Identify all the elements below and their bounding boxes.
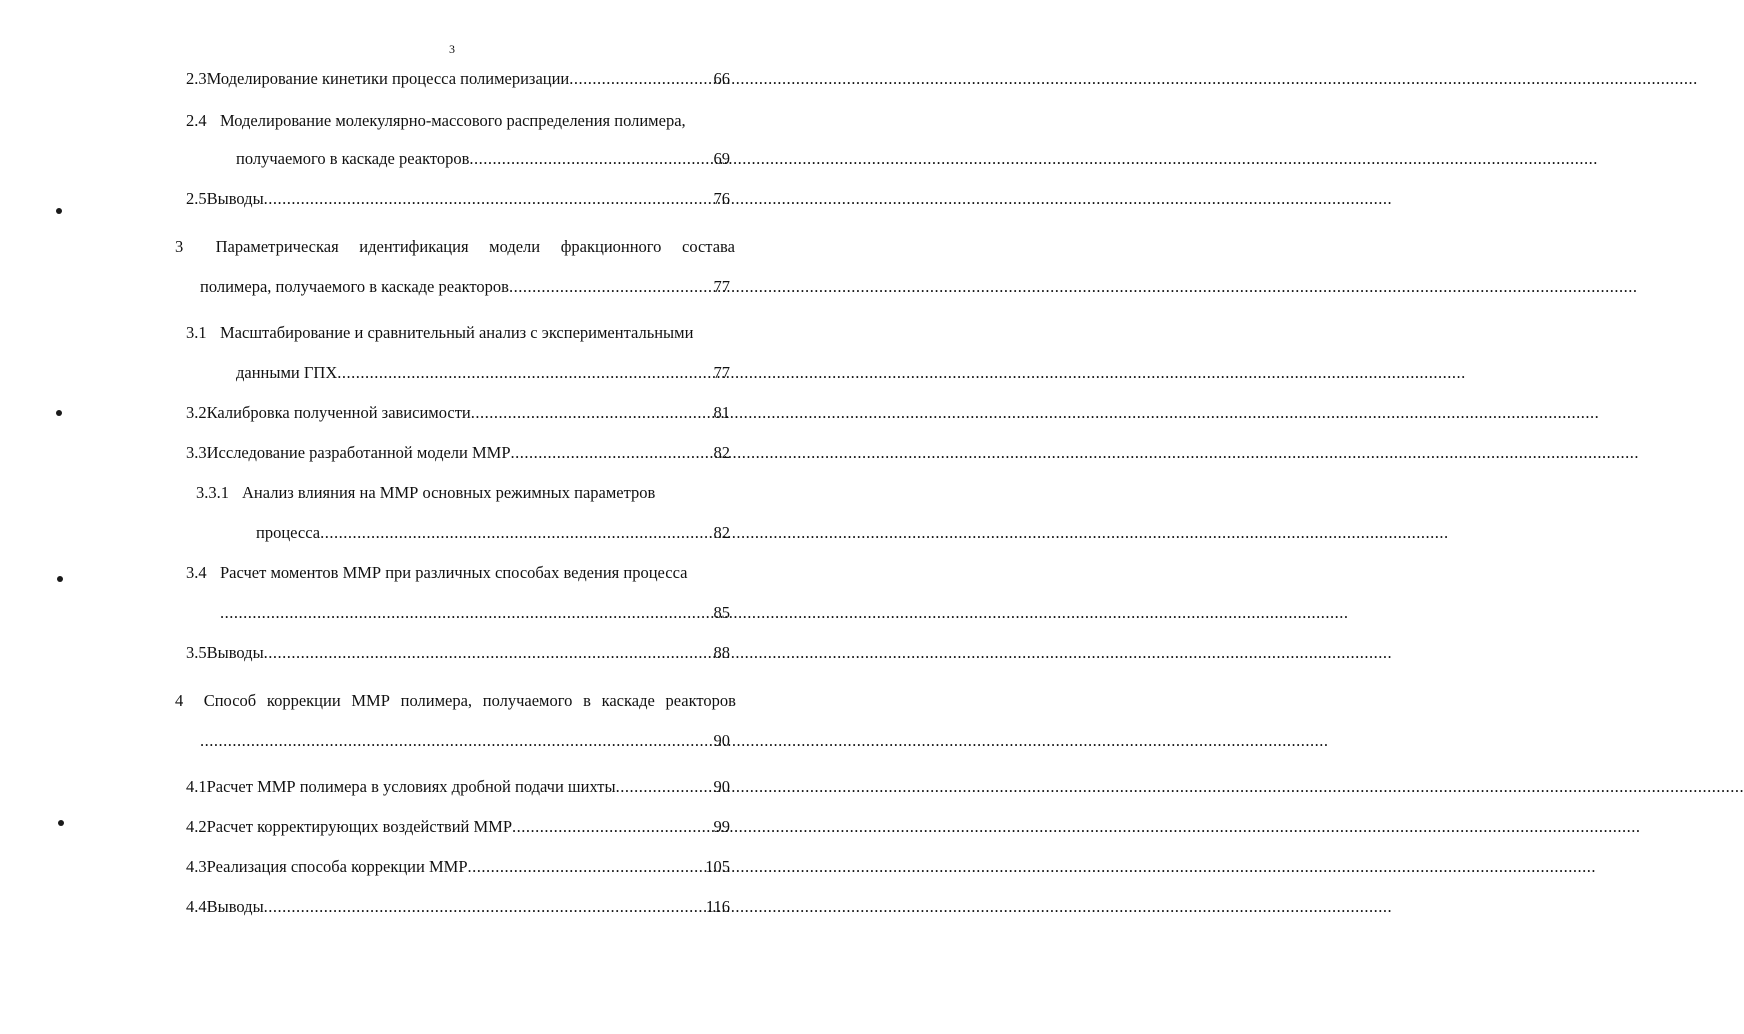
toc-entry-title: Выводы: [206, 189, 264, 208]
toc-leader-dots: [509, 276, 712, 298]
toc-entry-number: 2.4: [186, 111, 207, 130]
toc-entry-title-word: коррекции: [266, 691, 341, 710]
toc-entry-number: 3.2: [186, 403, 207, 422]
toc-entry-4-3[interactable]: [186, 856, 730, 878]
toc-leader-dots: [220, 602, 712, 624]
toc-entry-3-4-line1[interactable]: [186, 562, 687, 584]
toc-entry-3-3-1-line1[interactable]: [196, 482, 655, 504]
toc-entry-number: 4.4: [186, 897, 207, 916]
toc-entry-3-1-line1[interactable]: [186, 322, 693, 344]
toc-entry-page: 77: [713, 363, 730, 382]
toc-entry-title-word: полимера,: [400, 691, 473, 710]
toc-entry-page: 82: [713, 443, 730, 462]
toc-leader-dots: [469, 148, 711, 170]
toc-entry-title: Выводы: [206, 897, 264, 916]
toc-leader-dots: [512, 816, 711, 838]
toc-entry-page: 85: [713, 603, 730, 622]
toc-entry-title: Расчет ММР полимера в условиях дробной подачи шихты: [206, 777, 616, 796]
toc-entry-title: Исследование разработанной модели ММР: [206, 443, 511, 462]
binding-hole-mark: [57, 576, 63, 582]
toc-leader-dots: [511, 442, 712, 464]
toc-entry-4-2[interactable]: [186, 816, 730, 838]
toc-entry-2-4-line1[interactable]: [186, 110, 686, 132]
toc-leader-dots: [468, 856, 704, 878]
toc-entry-title: полимера, получаемого в каскаде реакторов: [200, 277, 509, 296]
toc-entry-number: 2.5: [186, 189, 207, 208]
toc-entry-title-word: Параметрическая: [215, 237, 339, 256]
toc-leader-dots: [200, 730, 712, 752]
toc-entry-page: 90: [713, 777, 730, 796]
toc-leader-dots: [264, 896, 704, 918]
toc-entry-page: 81: [713, 403, 730, 422]
toc-entry-number: 3.1: [186, 323, 207, 342]
toc-entry-3-5[interactable]: [186, 642, 730, 664]
toc-entry-title: процесса: [256, 523, 321, 542]
toc-leader-dots: [569, 68, 711, 90]
binding-hole-mark: [56, 208, 62, 214]
toc-leader-dots: [471, 402, 712, 424]
toc-entry-title: получаемого в каскаде реакторов: [236, 149, 470, 168]
toc-entry-title: Моделирование молекулярно-массового распределения полимера,: [220, 111, 686, 130]
toc-entry-title-word: в: [583, 691, 591, 710]
toc-entry-title-word: модели: [489, 237, 541, 256]
toc-entry-number: 3.5: [186, 643, 207, 662]
toc-entry-title-word: состава: [682, 237, 735, 256]
toc-entry-3-2[interactable]: [186, 402, 730, 424]
toc-entry-2-5[interactable]: [186, 188, 730, 210]
toc-entry-4-1[interactable]: [186, 776, 730, 798]
toc-entry-number: 3.4: [186, 563, 207, 582]
toc-entry-page: 69: [713, 149, 730, 168]
toc-entry-title: Моделирование кинетики процесса полимеризации: [206, 69, 570, 88]
toc-entry-title: Анализ влияния на ММР основных режимных параметров: [242, 483, 656, 502]
toc-entry-number: 4.1: [186, 777, 207, 796]
toc-entry-title-word: ММР: [351, 691, 390, 710]
toc-entry-number: 4.2: [186, 817, 207, 836]
toc-leader-dots: [264, 642, 712, 664]
toc-entry-3-3-1-line2[interactable]: [256, 522, 730, 544]
toc-entry-number: 3.3.1: [196, 483, 229, 502]
toc-entry-title-word: реакторов: [665, 691, 736, 710]
toc-entry-3-line1[interactable]: [175, 236, 735, 258]
toc-entry-page: 76: [713, 189, 730, 208]
toc-entry-title-word: фракционного: [560, 237, 662, 256]
toc-entry-number: 2.3: [186, 69, 207, 88]
toc-entry-page: 90: [713, 731, 730, 750]
toc-leader-dots: [320, 522, 711, 544]
toc-entry-2-4-line2[interactable]: [236, 148, 730, 170]
toc-entry-title: Выводы: [206, 643, 264, 662]
toc-entry-title: данными ГПХ: [236, 363, 338, 382]
toc-entry-title-word: Способ: [203, 691, 257, 710]
page-number: 3: [449, 42, 455, 56]
toc-entry-page: 66: [713, 69, 730, 88]
toc-entry-page: 105: [705, 857, 730, 876]
toc-entry-title: Реализация способа коррекции ММР: [206, 857, 468, 876]
toc-entry-number: 4.3: [186, 857, 207, 876]
toc-entry-page: 82: [713, 523, 730, 542]
binding-hole-mark: [58, 820, 64, 826]
toc-entry-title: Масштабирование и сравнительный анализ с экспериментальными: [220, 323, 694, 342]
toc-entry-4-line2[interactable]: [200, 730, 730, 752]
toc-entry-page: 88: [713, 643, 730, 662]
toc-entry-number: 4: [175, 691, 184, 710]
toc-entry-title: Расчет корректирующих воздействий ММР: [206, 817, 513, 836]
toc-leader-dots: [264, 188, 712, 210]
toc-entry-title-word: каскаде: [601, 691, 655, 710]
toc-leader-dots: [337, 362, 711, 384]
toc-entry-title: Расчет моментов ММР при различных способах ведения процесса: [220, 563, 688, 582]
toc-entry-page: 116: [705, 897, 730, 916]
toc-entry-title-word: получаемого: [482, 691, 573, 710]
toc-entry-4-4[interactable]: [186, 896, 730, 918]
toc-entry-3-4-line2[interactable]: [220, 602, 730, 624]
toc-entry-title: Калибровка полученной зависимости: [206, 403, 471, 422]
toc-entry-4-line1[interactable]: [175, 690, 736, 712]
toc-entry-page: 99: [713, 817, 730, 836]
binding-hole-mark: [56, 410, 62, 416]
toc-entry-3-3[interactable]: [186, 442, 730, 464]
toc-entry-number: 3.3: [186, 443, 207, 462]
toc-entry-3-line2[interactable]: [200, 276, 730, 298]
toc-entry-2-3[interactable]: [186, 68, 730, 90]
toc-leader-dots: [616, 776, 712, 798]
toc-entry-number: 3: [175, 237, 184, 256]
toc-entry-title-word: идентификация: [359, 237, 469, 256]
toc-entry-page: 77: [713, 277, 730, 296]
toc-entry-3-1-line2[interactable]: [236, 362, 730, 384]
